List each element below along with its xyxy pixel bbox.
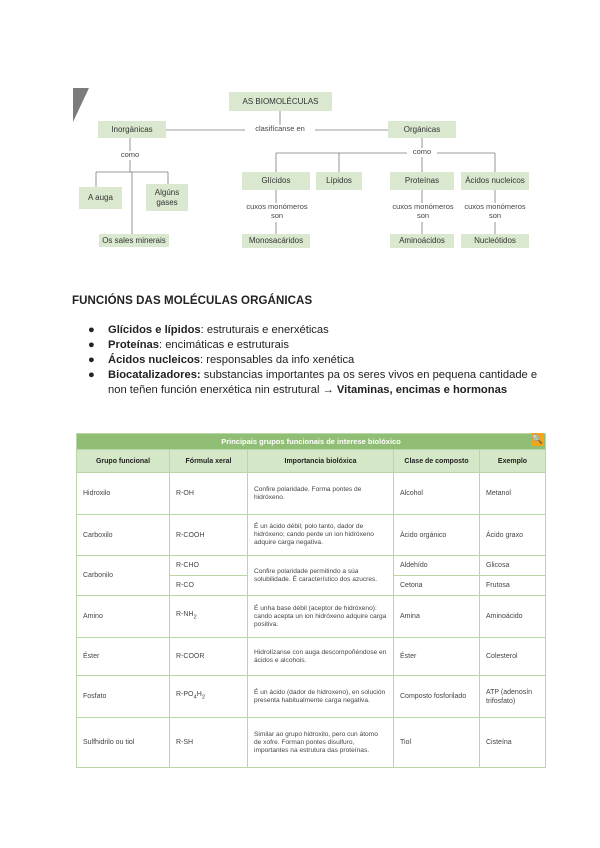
- cell-grupo: Éster: [77, 638, 170, 676]
- bullet-icon: ●: [88, 339, 95, 351]
- cell-formula: [170, 676, 248, 718]
- bullet-icon: ●: [88, 354, 95, 366]
- cell-formula: R-COOH: [170, 515, 248, 556]
- cell-clase: Tiol: [394, 718, 480, 768]
- map-acidos-nucleicos: Ácidos nucleicos: [461, 172, 529, 190]
- formula-subscript: 2: [193, 614, 197, 621]
- section-heading: FUNCIÓNS DAS MOLÉCULAS ORGÁNICAS: [72, 295, 313, 307]
- map-nucleotidos: Nucleótidos: [461, 234, 529, 248]
- cell-formula: R-CO: [170, 576, 248, 596]
- cell-importancia: Similar ao grupo hidroxilo, pero cun átomo de xofre. Forman pontes disulfuro, importantes na estrutura das proteínas.: [248, 718, 394, 768]
- bullet-text: : responsables da info xenética: [200, 354, 355, 366]
- cell-importancia: É un ácido (dador de hidroxeno), en solución presenta habitualmente carga negativa.: [248, 676, 394, 718]
- cell-clase: Composto fosforilado: [394, 676, 480, 718]
- cell-importancia: Confire polaridade permitindo a súa solubilidade. É característico dos azucres.: [248, 556, 394, 596]
- cell-exemplo: Cisteína: [480, 718, 546, 768]
- map-monomer-label-1: cuxos monómeros son: [242, 203, 312, 220]
- map-como-right: como: [407, 148, 437, 157]
- map-auga: A auga: [79, 187, 122, 209]
- table-row: [77, 515, 546, 556]
- table-row: [77, 473, 546, 515]
- table-header-row: [77, 450, 546, 473]
- cell-exemplo: Glicosa: [480, 556, 546, 576]
- cell-formula: [170, 596, 248, 638]
- cell-exemplo: Metanol: [480, 473, 546, 515]
- map-sales-minerais: Os sales minerais: [99, 234, 169, 247]
- bullet-term: Ácidos nucleicos: [108, 354, 201, 366]
- cell-formula: R-COOR: [170, 638, 248, 676]
- formula-main: R-PO: [176, 691, 194, 699]
- bullet-text: substancias importantes pa os seres vivos en pequena cantidade e non teñen función enerxética nin estrutural →: [108, 369, 538, 396]
- map-aminoacidos: Aminoácidos: [390, 234, 454, 248]
- formula-main: R-NH: [176, 611, 194, 619]
- map-gases: Algúns gases: [146, 184, 188, 211]
- col-header-exemplo: Exemplo: [480, 450, 546, 473]
- cell-importancia: É un ácido débil; polo tanto, dador de hidróxeno; cando perde un ion hidróxeno adquire carga negativa.: [248, 515, 394, 556]
- functions-list: [88, 323, 538, 398]
- cell-exemplo: Aminoácido: [480, 596, 546, 638]
- map-proteinas: Proteínas: [390, 172, 454, 190]
- bullet-icon: ●: [88, 324, 95, 336]
- cell-clase: Alcohol: [394, 473, 480, 515]
- table-row: [77, 556, 546, 576]
- map-root: AS BIOMOLÉCULAS: [229, 92, 332, 111]
- formula-subscript: 4: [193, 694, 197, 701]
- map-glicidos: Glícidos: [242, 172, 310, 190]
- map-lipidos: Lípidos: [316, 172, 362, 190]
- map-monomer-label-3: cuxos monómeros son: [460, 203, 530, 220]
- map-organic: Orgánicas: [388, 121, 456, 138]
- cell-grupo: Carboxilo: [77, 515, 170, 556]
- list-item: [88, 353, 538, 368]
- col-header-formula: Fórmula xeral: [170, 450, 248, 473]
- cell-importancia: Confire polaridade. Forma pontes de hidróxeno.: [248, 473, 394, 515]
- cell-grupo: Sulfhidrilo ou tiol: [77, 718, 170, 768]
- cell-clase: Cetona: [394, 576, 480, 596]
- cell-exemplo: Frutosa: [480, 576, 546, 596]
- table-row: [77, 638, 546, 676]
- col-header-grupo: Grupo funcional: [77, 450, 170, 473]
- cell-formula: R-OH: [170, 473, 248, 515]
- map-monomer-label-2: cuxos monómeros son: [388, 203, 458, 220]
- cell-importancia: Hidrolízanse con auga descompoñéndose en ácidos e alcohois.: [248, 638, 394, 676]
- search-icon[interactable]: 🔍: [531, 434, 544, 444]
- table-title: Principais grupos funcionais de interese biolóxico: [77, 434, 546, 450]
- map-inorganic: Inorgánicas: [98, 121, 166, 138]
- formula-subscript: 2: [201, 694, 206, 701]
- table-row: [77, 718, 546, 768]
- bullet-term: Proteínas: [108, 339, 159, 351]
- cell-clase: Amina: [394, 596, 480, 638]
- formula-main: H: [196, 691, 202, 699]
- cell-clase: Éster: [394, 638, 480, 676]
- cell-grupo: Fosfato: [77, 676, 170, 718]
- cell-importancia: É unha base débil (aceptor de hidróxeno): cando acepta un ion hidróxeno adquire carga positiva.: [248, 596, 394, 638]
- cell-grupo: Carbonilo: [77, 556, 170, 596]
- cell-grupo: Amino: [77, 596, 170, 638]
- list-item: [88, 338, 538, 353]
- bullet-term: Biocatalizadores:: [108, 369, 201, 381]
- map-como-left: como: [115, 151, 145, 160]
- bullet-icon: ●: [88, 369, 95, 381]
- map-monosacaridos: Monosacáridos: [242, 234, 310, 248]
- cell-exemplo: Ácido graxo: [480, 515, 546, 556]
- cell-clase: Ácido orgánico: [394, 515, 480, 556]
- bullet-text: : estruturais e enerxéticas: [200, 324, 329, 336]
- bullet-extra: Vitaminas, encimas e hormonas: [336, 384, 508, 396]
- bullet-term: Glícidos e lípidos: [108, 324, 201, 336]
- cell-grupo: Hidroxilo: [77, 473, 170, 515]
- bullet-text: : encimáticas e estruturais: [158, 339, 289, 351]
- cell-exemplo: Colesterol: [480, 638, 546, 676]
- cell-exemplo: ATP (adenosín trifosfato): [480, 676, 546, 718]
- table-row: [77, 596, 546, 638]
- functional-groups-table: [76, 433, 546, 768]
- table-row: [77, 676, 546, 718]
- cell-formula: R-SH: [170, 718, 248, 768]
- col-header-clase: Clase de composto: [394, 450, 480, 473]
- list-item: [88, 368, 538, 398]
- map-classify-label: clasifícanse en: [245, 125, 315, 134]
- col-header-importancia: Importancia biolóxica: [248, 450, 394, 473]
- cell-clase: Aldehído: [394, 556, 480, 576]
- list-item: [88, 323, 538, 338]
- cell-formula: R-CHO: [170, 556, 248, 576]
